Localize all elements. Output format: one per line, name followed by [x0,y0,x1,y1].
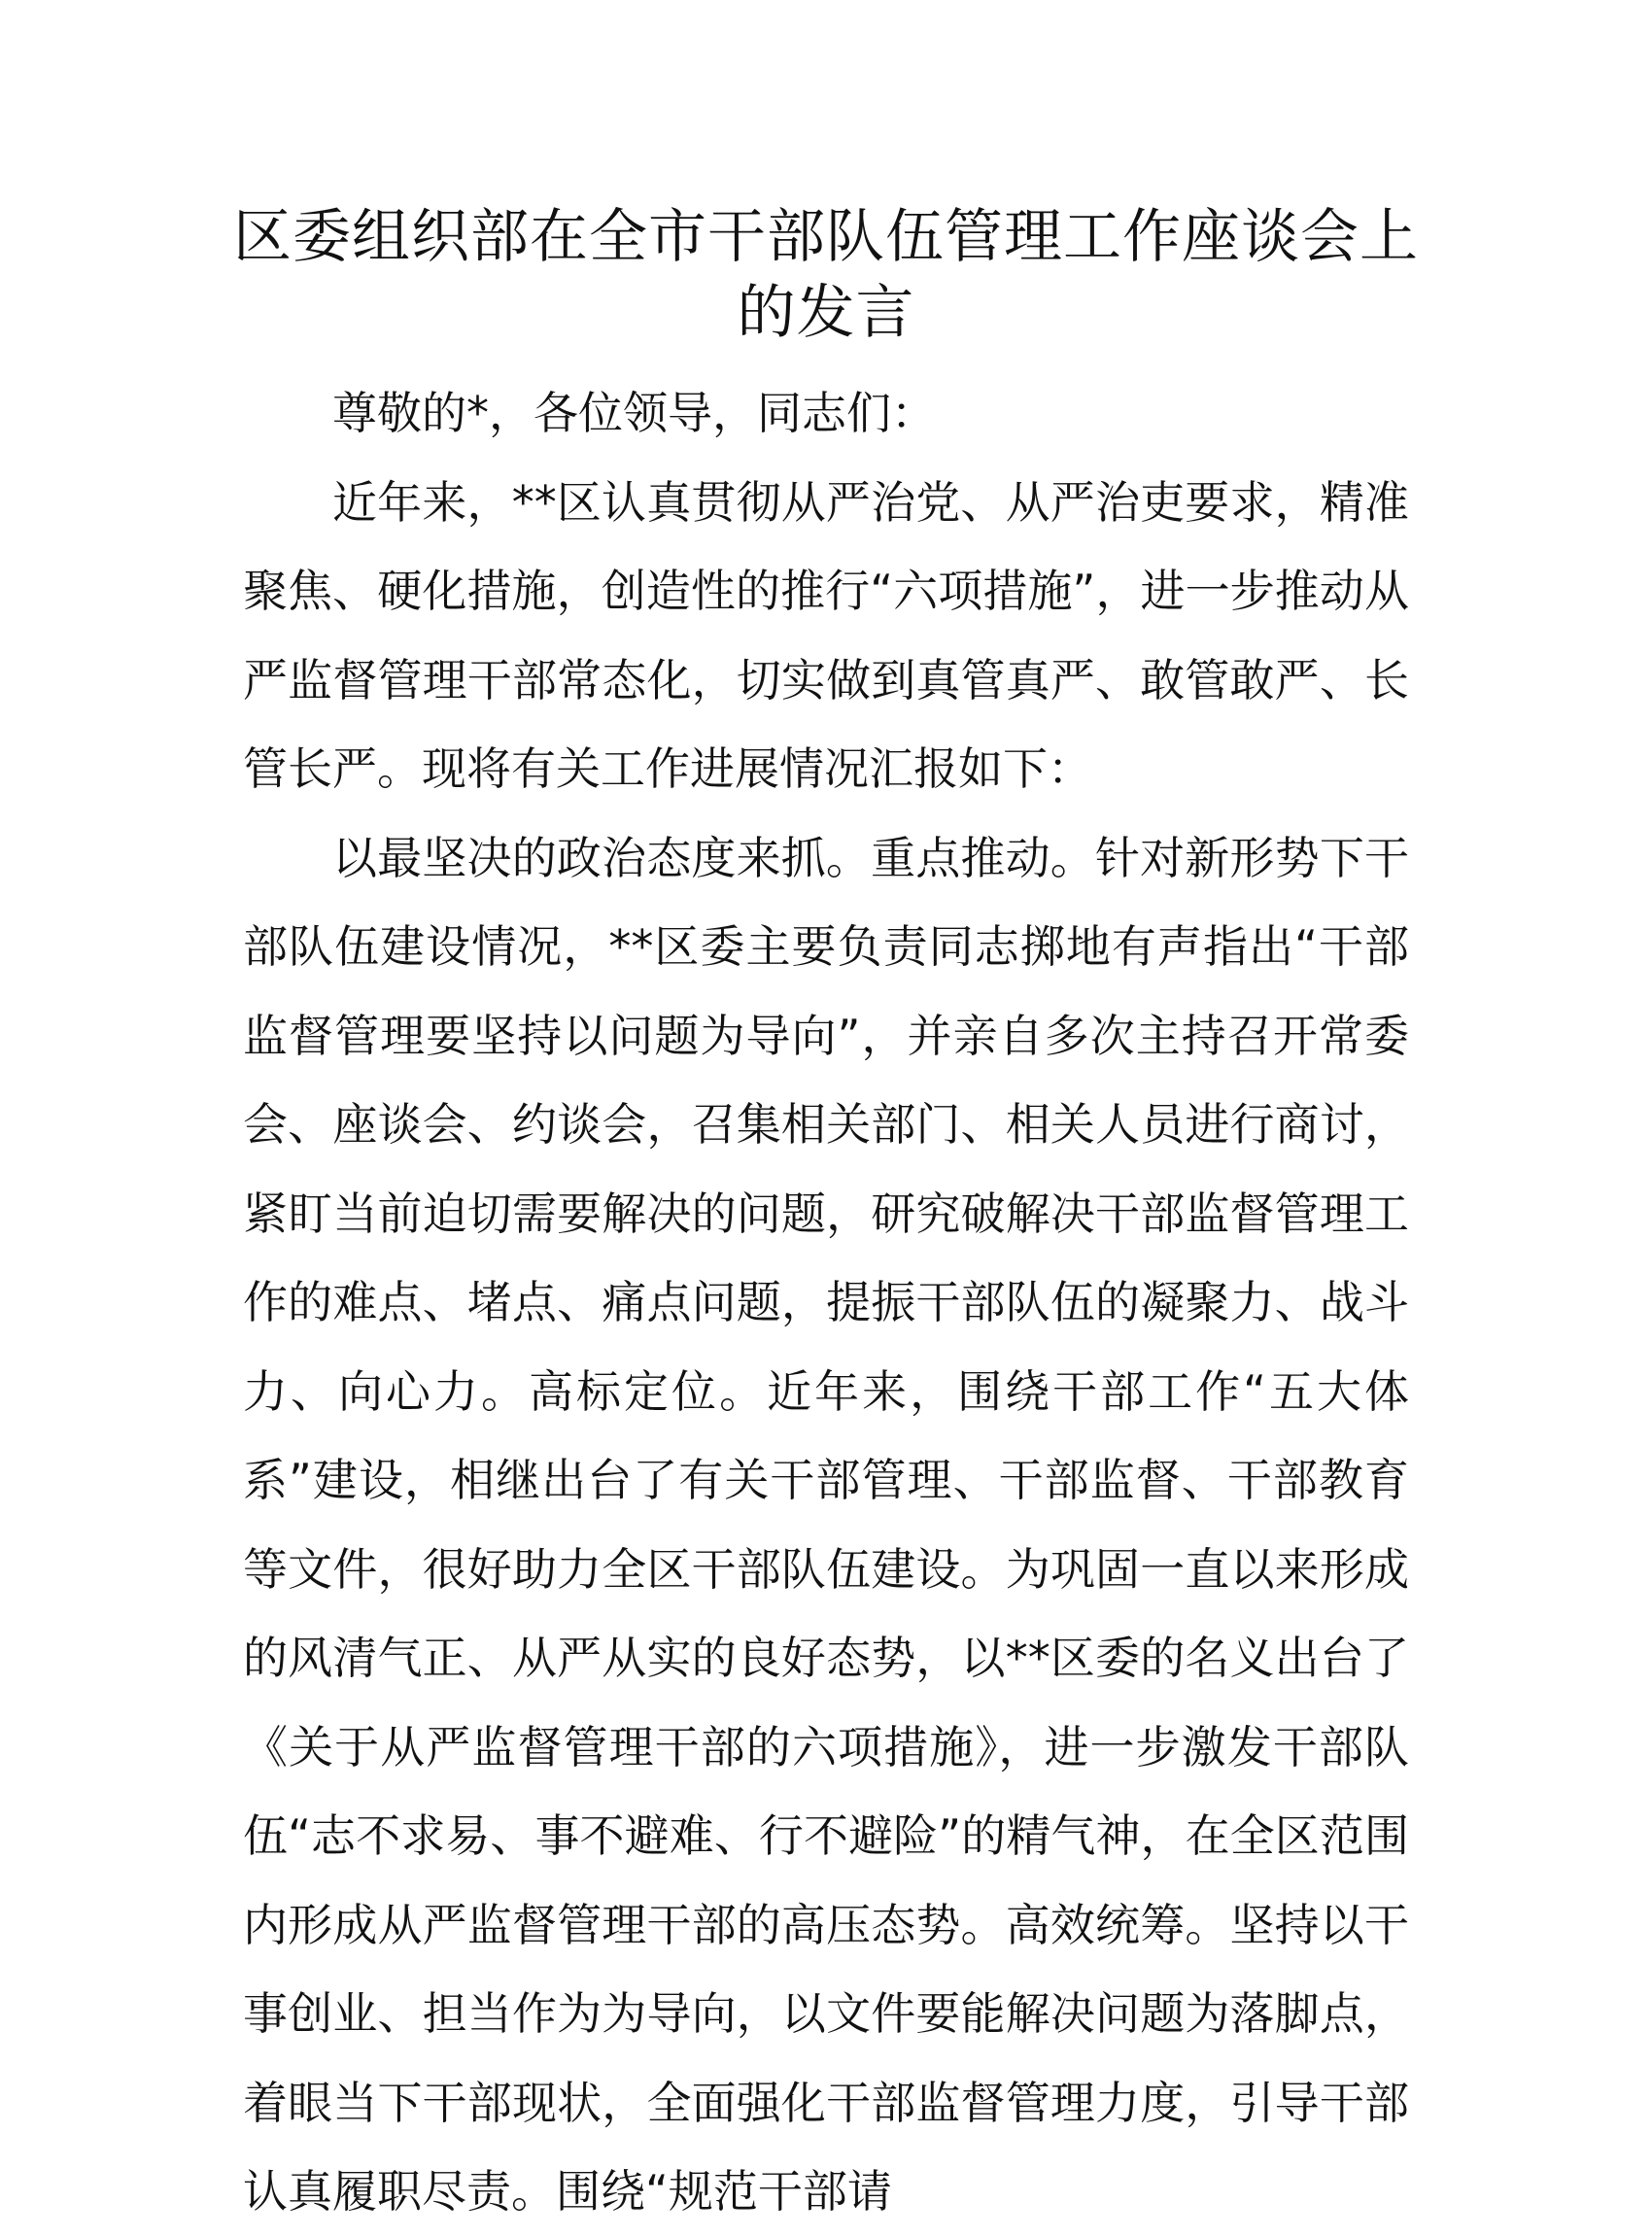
salutation-paragraph: 尊敬的*，各位领导，同志们： [332,387,936,439]
body-paragraph: 以最坚决的政治态度来抓。重点推动。针对新形势下干部队伍建设情况，**区委主要负责同志掷地有声指出“干部监督管理要坚持以问题为导向”，并亲自多次主持召开常委会、座谈会、约谈会，召集相关部门、相关人员进行商讨，紧盯当前迫切需要解决的问题，研究破解决干部监督管理工作的难点、堵点、痛点问题，提振干部队伍的凝聚力、战斗力、向心力。高标定位。近年来，围绕干部工作“五大体系”建设，相继出台了有关干部管理、干部监督、干部教育等文件，很好助力全区干部队伍建设。为巩固一直以来形成的风清气正、从严从实的良好态势，以**区委的名义出台了《关于从严监督管理干部的六项措施》，进一步激发干部队伍“志不求易、事不避难、行不避险”的精气神，在全区范围内形成从严监督管理干部的高压态势。高效统筹。坚持以干事创业、担当作为为导向，以文件要能解决问题为落脚点，着眼当下干部现状，全面强化干部监督管理力度，引导干部认真履职尽责。围绕“规范干部请 [243,831,1409,2218]
intro-paragraph: 近年来，**区认真贯彻从严治党、从严治吏要求，精准聚焦、硬化措施，创造性的推行“六项措施”，进一步推动从严监督管理干部常态化，切实做到真管真严、敢管敢严、长管长严。现将有关工作进展情况汇报如下： [243,475,1409,795]
document-body [243,369,1409,2237]
document-title: 区委组织部在全市干部队伍管理工作座谈会上的发言 [233,203,1419,347]
